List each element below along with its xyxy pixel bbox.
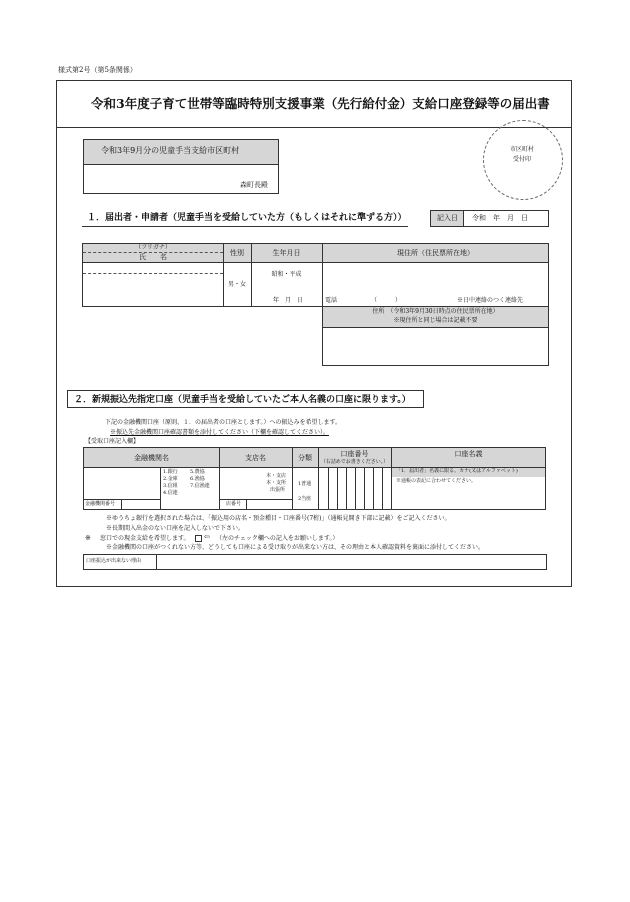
stamp-line1: 市区町村	[509, 146, 534, 153]
reason-label: 口座振込が出来ない理由	[86, 558, 142, 564]
page-title: 令和3年度子育て世帯等臨時特別支援事業（先行給付金）支給口座登録等の届出書	[91, 96, 550, 111]
phone-note: ※日中連絡のつく連絡先	[457, 297, 524, 304]
holder-input[interactable]	[392, 486, 545, 509]
bank-type[interactable]: 5.農協	[190, 469, 205, 475]
bank-type[interactable]: 2.金庫	[163, 476, 178, 482]
prev-address-note: ※現住所と同じ場合は記載不要	[393, 317, 478, 324]
address-label: 現住所（住民票所在地）	[397, 249, 474, 257]
holder-note2: ※通帳の表記に合わせてください。	[396, 478, 477, 484]
note-dormant: ※長期間入出金のない口座を記入しないで下さい。	[106, 525, 245, 532]
birth-label: 生年月日	[272, 249, 301, 257]
name-label: 氏 名	[139, 253, 167, 261]
address-input[interactable]	[324, 263, 548, 295]
furigana-label: （フリガナ）	[135, 244, 171, 251]
form-number: 様式第2号（第5条関係）	[58, 66, 137, 74]
stamp-line2: 受付印	[512, 156, 531, 163]
section2-heading-frame	[67, 390, 424, 408]
gender-value[interactable]: 男・女	[227, 281, 246, 288]
arrow-left-icon: ⇦	[204, 533, 210, 541]
section1-underline	[82, 226, 408, 227]
bank-type[interactable]: 7.信漁連	[190, 483, 210, 489]
section1-heading: １．届出者・申請者（児童手当を受給していた方（もしくはそれに準ずる方））	[87, 213, 407, 223]
bank-code-input[interactable]	[122, 500, 159, 509]
date-label: 記入日	[437, 214, 458, 222]
bank-name-input[interactable]	[84, 468, 159, 498]
col-branch: 支店名	[245, 454, 266, 462]
title-divider	[56, 127, 572, 128]
cash-checkbox[interactable]	[195, 535, 202, 542]
addressee: 森町長殿	[240, 181, 268, 189]
phone-label: 電話	[325, 297, 338, 304]
col-holder: 口座名義	[454, 450, 483, 458]
col-account: 口座番号	[340, 450, 369, 458]
intro-line1: 下記の金融機関口座（原則、１．の届出者の口座とします。）への振込みを希望します。	[105, 419, 342, 426]
bank-type[interactable]: 1.銀行	[163, 469, 178, 475]
bank-type[interactable]: 4.信連	[163, 490, 178, 496]
intro-line2: ※振込先金融機関口座確認書類を添付してください（下欄を確認してください）。	[110, 429, 330, 436]
branch-name-input[interactable]	[220, 468, 264, 498]
account-type[interactable]: 2当座	[298, 496, 312, 502]
col-bank: 金融機関名	[134, 454, 169, 462]
birth-ymd: 年 月 日	[273, 297, 304, 304]
col-account-note: （右詰めでお書きください。）	[320, 459, 389, 465]
gender-label: 性別	[230, 249, 244, 257]
prev-address-input[interactable]	[322, 327, 549, 366]
furigana-input[interactable]	[84, 263, 222, 272]
holder-note1: 「1．届出者」名義に限る。カナ(又はアルファベット)	[396, 468, 518, 474]
branch-code-label: 店番号	[226, 501, 242, 507]
prev-address-label: 住所 （令和3年9月30日時点の住民票所在地）	[372, 308, 499, 315]
name-input[interactable]	[84, 275, 222, 305]
col-type: 分類	[298, 454, 312, 462]
date-value: 令和 年 月 日	[472, 214, 528, 222]
bank-type[interactable]: 6.漁協	[190, 476, 205, 482]
bank-code-label: 金融機関番号	[85, 501, 116, 507]
branch-type[interactable]: 本・支所	[266, 480, 287, 486]
bank-type[interactable]: 3.信組	[163, 483, 178, 489]
reason-input[interactable]	[158, 555, 546, 569]
phone-parens: （ ）	[371, 297, 402, 304]
account-number-input[interactable]	[319, 468, 390, 509]
branch-type[interactable]: 本・支店	[266, 473, 287, 479]
note-no-account: ※金融機関の口座がつくれない方等、どうしても口座による受け取りが出来ない方は、その理由と本人確認資料を裏面に添付してください。	[106, 544, 485, 551]
municipality-label: 令和3年9月分の児童手当支給市区町村	[101, 146, 240, 155]
birth-era[interactable]: 昭和・平成	[271, 271, 302, 278]
account-type[interactable]: 1普通	[298, 481, 312, 487]
cash-text2: （左のチェック欄への記入をお願いします。）	[216, 535, 339, 542]
cash-text: 窓口での現金支給を希望します。	[100, 535, 190, 542]
branch-code-input[interactable]	[247, 500, 291, 509]
section2-heading: ２．新規振込先指定口座（児童手当を受給していたご本人名義の口座に限ります。）	[74, 395, 411, 405]
branch-type[interactable]: 出張所	[270, 487, 286, 493]
note-yucho: ※ゆうちょ銀行を選択された場合は、「振込用の店名・預金種目・口座番号(7桁)」（通帳見開き下部に記載）をご記入ください。	[106, 515, 451, 522]
receipt-label: 【受取口座記入欄】	[85, 438, 140, 445]
municipality-input[interactable]	[83, 164, 279, 194]
cash-mark: ※	[85, 534, 91, 542]
